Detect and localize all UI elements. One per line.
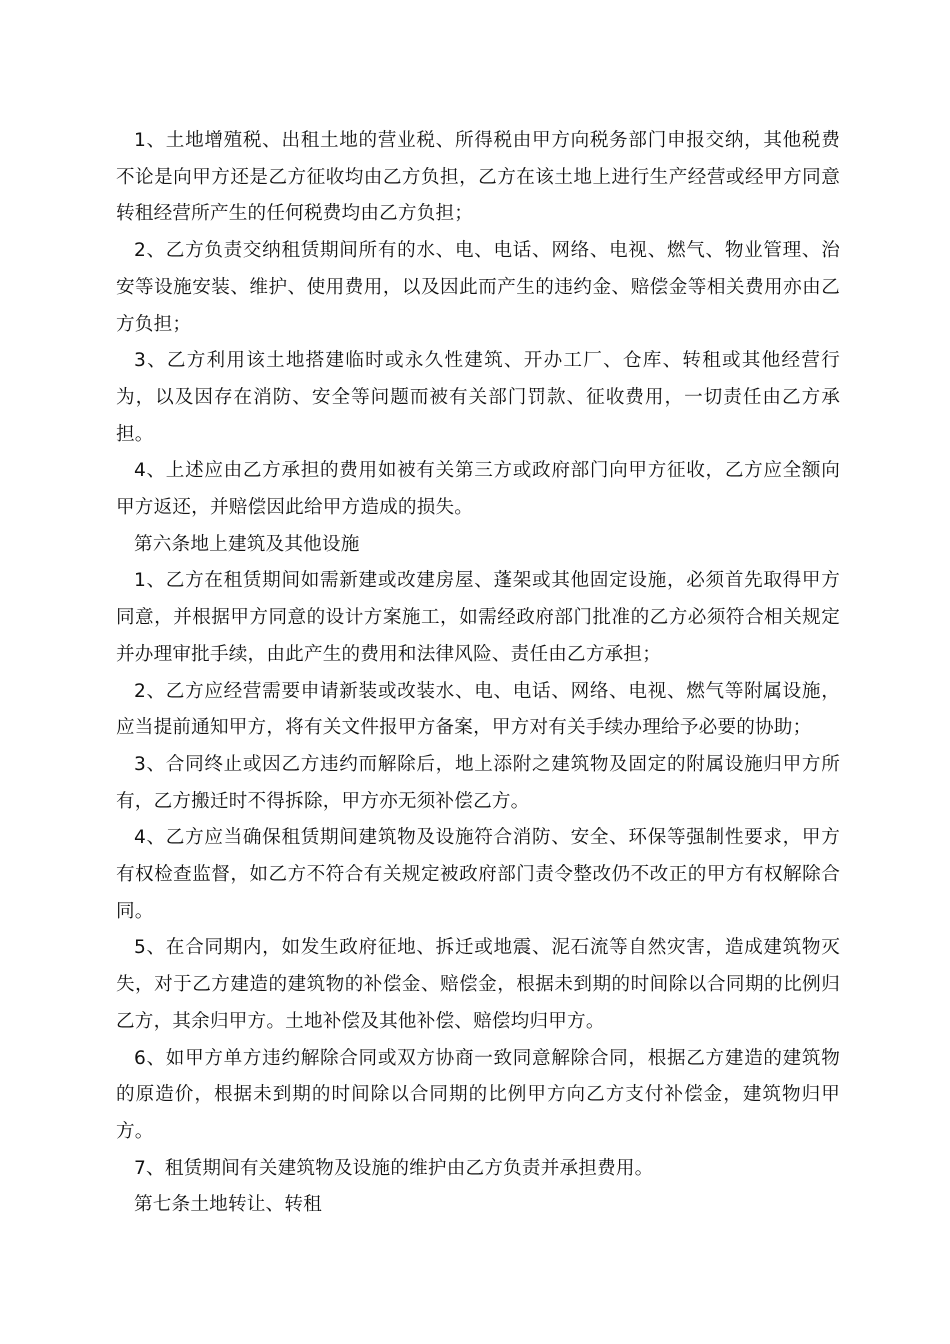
section-6-clause-5: 5、在合同期内，如发生政府征地、拆迁或地震、泥石流等自然灾害，造成建筑物灭失，对于乙方建造的建筑物的补偿金、赔偿金，根据未到期的时间除以合同期的比例归乙方，其余归甲方。土地补偿及其他补偿、赔偿均归甲方。 [116, 937, 840, 1032]
section-6-clause-6: 6、如甲方单方违约解除合同或双方协商一致同意解除合同，根据乙方建造的建筑物的原造价，根据未到期的时间除以合同期的比例甲方向乙方支付补偿金，建筑物归甲方。 [116, 1047, 840, 1142]
tax-clause-4: 4、上述应由乙方承担的费用如被有关第三方或政府部门向甲方征收，乙方应全额向甲方返还，并赔偿因此给甲方造成的损失。 [116, 460, 840, 519]
section-6-clause-1: 1、乙方在租赁期间如需新建或改建房屋、蓬架或其他固定设施，必须首先取得甲方同意，并根据甲方同意的设计方案施工，如需经政府部门批准的乙方必须符合相关规定并办理审批手续，由此产生的费用和法律风险、责任由乙方承担； [116, 570, 840, 665]
document-page [116, 123, 840, 1224]
tax-clause-1: 1、土地增殖税、出租土地的营业税、所得税由甲方向税务部门申报交纳，其他税费不论是向甲方还是乙方征收均由乙方负担，乙方在该土地上进行生产经营或经甲方同意转租经营所产生的任何税费均由乙方负担； [116, 130, 840, 225]
tax-clause-3: 3、乙方利用该土地搭建临时或永久性建筑、开办工厂、仓库、转租或其他经营行为，以及因存在消防、安全等问题而被有关部门罚款、征收费用，一切责任由乙方承担。 [116, 350, 840, 445]
section-7-heading: 第七条土地转让、转租 [134, 1194, 322, 1216]
section-6-clause-2: 2、乙方应经营需要申请新装或改装水、电、电话、网络、电视、燃气等附属设施，应当提前通知甲方，将有关文件报甲方备案，甲方对有关手续办理给予必要的协助； [116, 680, 840, 739]
tax-clause-2: 2、乙方负责交纳租赁期间所有的水、电、电话、网络、电视、燃气、物业管理、治安等设施安装、维护、使用费用，以及因此而产生的违约金、赔偿金等相关费用亦由乙方负担； [116, 240, 840, 335]
section-6-heading: 第六条地上建筑及其他设施 [134, 533, 360, 555]
section-6-clause-4: 4、乙方应当确保租赁期间建筑物及设施符合消防、安全、环保等强制性要求，甲方有权检查监督，如乙方不符合有关规定被政府部门责令整改仍不改正的甲方有权解除合同。 [116, 827, 840, 922]
section-6-clause-3: 3、合同终止或因乙方违约而解除后，地上添附之建筑物及固定的附属设施归甲方所有，乙方搬迁时不得拆除，甲方亦无须补偿乙方。 [116, 753, 840, 812]
section-6-clause-7: 7、租赁期间有关建筑物及设施的维护由乙方负责并承担费用。 [134, 1157, 654, 1179]
